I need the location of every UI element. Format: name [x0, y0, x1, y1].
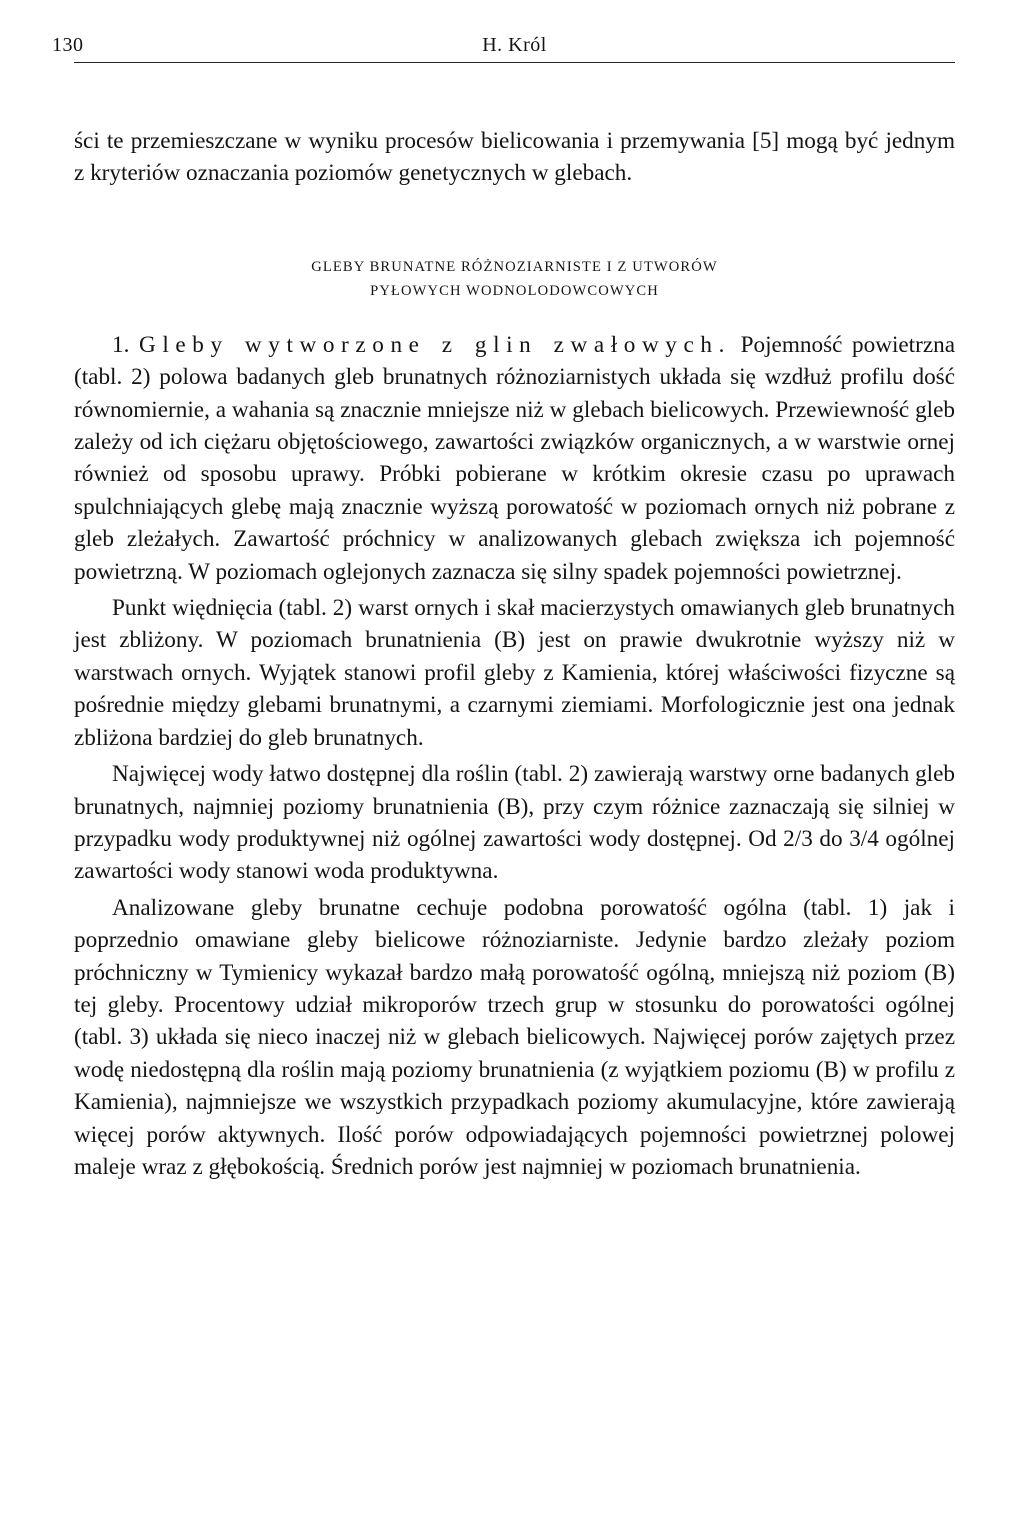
- section-heading-line-1: GLEBY BRUNATNE RÓŻNOZIARNISTE I Z UTWORÓW: [311, 258, 718, 275]
- subsection-text: Pojemność powietrzna (tabl. 2) polowa badanych gleb brunatnych różnoziarnistych układa się wzdłuż profilu dość równomiernie, a wahania są znacznie mniejsze niż w glebach bielicowych. Przewiewność gleb zależy od ich ciężaru objętościowego, zawartości związków organicznych, a w warstwie ornej również od sposobu uprawy. Próbki pobierane w krótkim okresie czasu po uprawach spulchniających glebę mają znacznie wyższą porowatość w poziomach ornych niż pobrane z gleb zleżałych. Zawartość próchnicy w analizowanych glebach zwiększa ich pojemność powietrzną. W poziomach oglejonych zaznacza się silny spadek pojemności powietrznej.: [74, 331, 956, 585]
- subsection-paragraph: [74, 329, 955, 588]
- running-header: [52, 30, 955, 63]
- running-author: H. Król: [482, 34, 547, 56]
- body-paragraph: Analizowane gleby brunatne cechuje podobna porowatość ogólna (tabl. 1) jak i poprzednio omawiane gleby bielicowe różnoziarniste. Jedynie bardzo zleżały poziom próchniczny w Tymienicy wykazał bardzo małą porowatość ogólną, mniejszą niż poziom (B) tej gleby. Procentowy udział mikroporów trzech grup w stosunku do porowatości ogólnej (tabl. 3) układa się nieco inaczej niż w glebach bielicowych. Najwięcej porów zajętych przez wodę niedostępną dla roślin mają poziomy brunatnienia (z wyjątkiem poziomu (B) w profilu z Kamienia), najmniejsze we wszystkich przypadkach poziomy akumulacyjne, które zawierają więcej porów aktywnych. Ilość porów odpowiadających pojemności powietrznej polowej maleje wraz z głębokością. Średnich porów jest najmniej w poziomach brunatnienia.: [74, 894, 955, 1180]
- page-number: 130: [52, 34, 84, 56]
- subsection-title: Gleby wytworzone z glin zwałowych.: [139, 331, 731, 358]
- document-page: [52, 30, 956, 1183]
- subsection-number: 1.: [112, 331, 130, 358]
- continuation-paragraph: ści te przemieszczane w wyniku procesów bielicowania i przemywania [5] mogą być jednym z kryteriów oznaczania poziomów genetycznych w glebach.: [74, 128, 955, 187]
- body-paragraph: Punkt więdnięcia (tabl. 2) warst ornych i skał macierzystych omawianych gleb brunatnych jest zbliżony. W poziomach brunatnienia (B) jest on prawie dwukrotnie wyższy niż w warstwach ornych. Wyjątek stanowi profil gleby z Kamienia, której właściwości fizyczne są pośrednie między glebami brunatnymi, a czarnymi ziemiami. Morfologicznie jest ona jednak zbliżona bardziej do gleb brunatnych.: [74, 595, 955, 751]
- body-paragraph: Najwięcej wody łatwo dostępnej dla roślin (tabl. 2) zawierają warstwy orne badanych gleb brunatnych, najmniej poziomy brunatnienia (B), przy czym różnice zaznaczają się silniej w przypadku wody produktywnej niż ogólnej zawartości wody dostępnej. Od 2/3 do 3/4 ogólnej zawartości wody stanowi woda produktywna.: [74, 761, 955, 885]
- section-heading-line-2: PYŁOWYCH WODNOLODOWCOWYCH: [370, 282, 659, 299]
- section-heading: [74, 255, 955, 303]
